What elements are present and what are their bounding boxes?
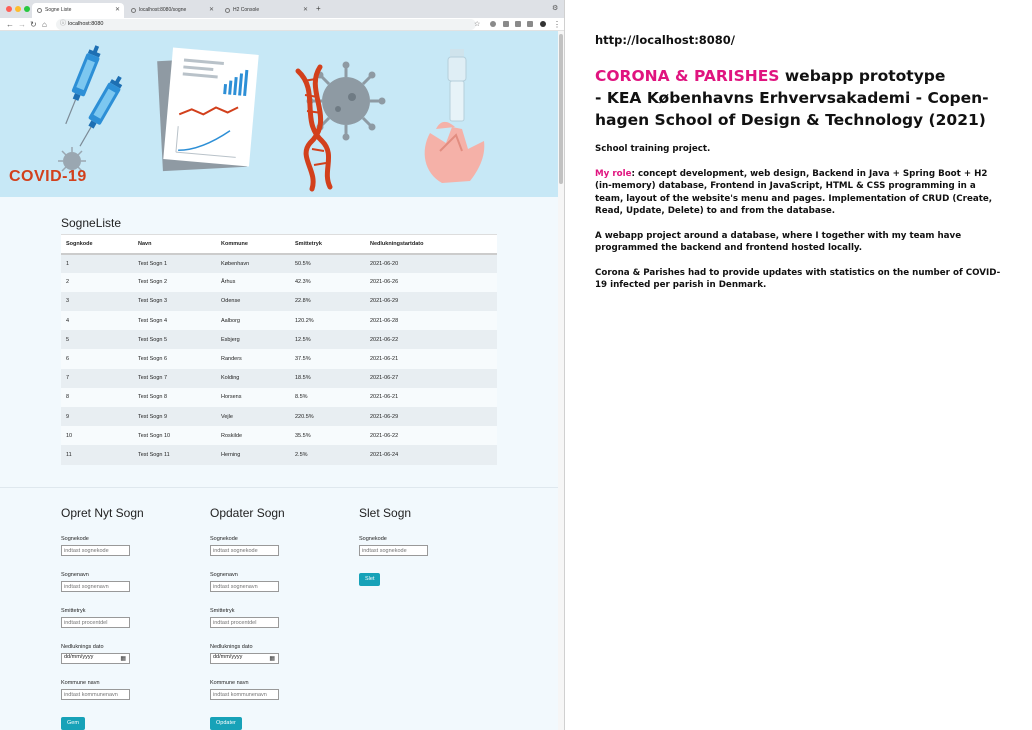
update-date-input[interactable] xyxy=(210,653,279,664)
extension-icon[interactable] xyxy=(490,21,496,27)
reload-icon[interactable]: ↻ xyxy=(30,20,37,29)
create-sognekode-input[interactable] xyxy=(61,545,130,556)
date-value: dd/mm/yyyy xyxy=(64,654,94,660)
opdater-button[interactable]: Opdater xyxy=(210,717,242,730)
table-cell: 2021-06-27 xyxy=(365,369,497,388)
update-kommune-input[interactable] xyxy=(210,689,279,700)
slet-button[interactable]: Slet xyxy=(359,573,380,586)
table-cell: Test Sogn 3 xyxy=(133,292,216,311)
field-label: Sognekode xyxy=(210,536,238,542)
description-paragraph: School training project. xyxy=(595,144,711,154)
role-text: : concept development, web design, Backend in Java + Spring Boot + H2 (in-memory) database, Frontend in JavaScript, HTML & CSS programming in a team, layout of the website's menu and pages. Implementation of CRUD (Create, Read, Update, Delete) to and from the database. xyxy=(595,168,993,216)
puzzle-icon[interactable] xyxy=(527,21,533,27)
update-sognenavn-input[interactable] xyxy=(210,581,279,592)
globe-icon xyxy=(131,8,136,13)
table-cell: 1 xyxy=(61,254,133,273)
table-cell: 2021-06-28 xyxy=(365,311,497,330)
create-form-title: Opret Nyt Sogn xyxy=(61,506,144,520)
table-cell: 5 xyxy=(61,330,133,349)
table-cell: Test Sogn 2 xyxy=(133,273,216,292)
table-cell: 35.5% xyxy=(290,426,365,445)
field-label: Nedluknings dato xyxy=(210,644,253,650)
table-row xyxy=(61,426,497,445)
table-cell: 2021-06-29 xyxy=(365,407,497,426)
table-cell: 12.5% xyxy=(290,330,365,349)
headline-text: webapp prototype xyxy=(779,67,946,85)
update-sognekode-input[interactable] xyxy=(210,545,279,556)
tab-sogne-liste[interactable] xyxy=(32,3,124,18)
dna-icon xyxy=(298,67,330,189)
table-cell: Vejle xyxy=(216,407,290,426)
bookmark-star-icon[interactable]: ☆ xyxy=(474,21,481,28)
field-label: Sognenavn xyxy=(210,572,238,578)
headline-text: hagen School of Design & Technology (2021) xyxy=(595,111,986,129)
report-document-icon xyxy=(157,47,259,171)
field-label: Kommune navn xyxy=(210,680,249,686)
column-header: Kommune xyxy=(216,235,290,254)
table-row xyxy=(61,292,497,311)
table-header-row xyxy=(61,235,497,254)
description-paragraph: A webapp project around a database, where I together with my team have programmed the backend and frontend hosted locally. xyxy=(595,230,962,253)
field-label: Sognenavn xyxy=(61,572,89,578)
table-cell: 3 xyxy=(61,292,133,311)
globe-icon xyxy=(37,8,42,13)
date-value: dd/mm/yyyy xyxy=(213,654,243,660)
gem-button[interactable]: Gem xyxy=(61,717,85,730)
headline-highlight: CORONA & PARISHES xyxy=(595,67,780,85)
forward-icon[interactable]: → xyxy=(18,20,26,29)
table-cell: Aalborg xyxy=(216,311,290,330)
field-label: Nedluknings dato xyxy=(61,644,104,650)
table-row xyxy=(61,330,497,349)
close-window-icon[interactable] xyxy=(6,6,12,12)
profile-avatar-icon[interactable] xyxy=(540,21,546,27)
table-cell: 2021-06-21 xyxy=(365,349,497,368)
table-cell: 18.5% xyxy=(290,369,365,388)
table-cell: 10 xyxy=(61,426,133,445)
table-row xyxy=(61,445,497,464)
table-row xyxy=(61,273,497,292)
scrollbar-thumb[interactable] xyxy=(559,34,563,184)
close-tab-icon[interactable]: ✕ xyxy=(302,7,308,13)
table-row xyxy=(61,254,497,273)
table-cell: Test Sogn 7 xyxy=(133,369,216,388)
table-cell: 6 xyxy=(61,349,133,368)
headline-text: - KEA Københavns Erhvervsakademi - Copen- xyxy=(595,89,989,107)
page-scrollbar[interactable] xyxy=(558,31,565,730)
download-icon[interactable] xyxy=(503,21,509,27)
kebab-menu-icon[interactable]: ⋮ xyxy=(553,20,561,29)
field-label: Kommune navn xyxy=(61,680,100,686)
sogne-table-body xyxy=(61,254,497,465)
back-icon[interactable]: ← xyxy=(6,20,14,29)
table-cell: 11 xyxy=(61,445,133,464)
table-row xyxy=(61,369,497,388)
table-cell: 2021-06-22 xyxy=(365,426,497,445)
browser-toolbar xyxy=(0,18,565,31)
table-cell: 220.5% xyxy=(290,407,365,426)
field-label: Sognekode xyxy=(359,536,387,542)
minimize-window-icon[interactable] xyxy=(15,6,21,12)
table-cell: Test Sogn 9 xyxy=(133,407,216,426)
table-cell: Herning xyxy=(216,445,290,464)
close-tab-icon[interactable]: ✕ xyxy=(208,7,214,13)
table-cell: 37.5% xyxy=(290,349,365,368)
table-cell: Esbjerg xyxy=(216,330,290,349)
table-cell: Test Sogn 5 xyxy=(133,330,216,349)
table-cell: 120.2% xyxy=(290,311,365,330)
extension-icon[interactable] xyxy=(515,21,521,27)
sogne-table xyxy=(61,234,497,465)
table-cell: Test Sogn 4 xyxy=(133,311,216,330)
column-header: Nedlukningstartdato xyxy=(365,235,497,254)
create-sogn-form xyxy=(61,506,201,730)
delete-sogn-form xyxy=(359,506,499,586)
table-cell: København xyxy=(216,254,290,273)
field-label: Smittetryk xyxy=(61,608,86,614)
column-header: Sognkode xyxy=(61,235,133,254)
table-cell: 9 xyxy=(61,407,133,426)
close-tab-icon[interactable]: ✕ xyxy=(114,7,120,13)
table-cell: 2 xyxy=(61,273,133,292)
column-header: Navn xyxy=(133,235,216,254)
table-cell: 2021-06-29 xyxy=(365,292,497,311)
table-cell: 2021-06-24 xyxy=(365,445,497,464)
column-header: Smittetryk xyxy=(290,235,365,254)
table-cell: 4 xyxy=(61,311,133,330)
table-cell: Test Sogn 6 xyxy=(133,349,216,368)
table-cell: 2021-06-22 xyxy=(365,330,497,349)
table-cell: 22.8% xyxy=(290,292,365,311)
maximize-window-icon[interactable] xyxy=(24,6,30,12)
table-row xyxy=(61,311,497,330)
table-cell: 2.5% xyxy=(290,445,365,464)
delete-form-title: Slet Sogn xyxy=(359,506,412,520)
table-cell: Test Sogn 11 xyxy=(133,445,216,464)
address-bar-url: localhost:8080 xyxy=(68,21,104,27)
table-cell: Århus xyxy=(216,273,290,292)
tab-label: Sogne Liste xyxy=(45,7,72,13)
calendar-icon[interactable]: ▦ xyxy=(120,656,126,662)
create-date-input[interactable] xyxy=(61,653,130,664)
table-cell: 8.5% xyxy=(290,388,365,407)
table-row xyxy=(61,349,497,368)
tab-localhost-sogne[interactable] xyxy=(126,3,218,18)
create-sognenavn-input[interactable] xyxy=(61,581,130,592)
tab-label: H2 Console xyxy=(233,7,260,13)
role-paragraph xyxy=(595,168,1005,218)
hand-sanitizer-icon xyxy=(425,49,485,183)
table-row xyxy=(61,388,497,407)
table-cell: 2021-06-26 xyxy=(365,273,497,292)
hero-banner xyxy=(0,31,558,197)
calendar-icon[interactable]: ▦ xyxy=(269,656,275,662)
update-sogn-form xyxy=(210,506,350,730)
field-label: Smittetryk xyxy=(210,608,235,614)
table-cell: Test Sogn 8 xyxy=(133,388,216,407)
covid-label: COVID-19 xyxy=(9,168,87,185)
table-cell: Horsens xyxy=(216,388,290,407)
globe-icon xyxy=(225,8,230,13)
table-cell: Test Sogn 1 xyxy=(133,254,216,273)
update-smittetryk-input[interactable] xyxy=(210,617,279,628)
create-smittetryk-input[interactable] xyxy=(61,617,130,628)
address-bar[interactable] xyxy=(56,19,476,30)
table-cell: Randers xyxy=(216,349,290,368)
tab-label: localhost:8080/sogne xyxy=(139,7,187,13)
project-url: http://localhost:8080/ xyxy=(595,33,736,47)
chrome-menu-icon[interactable]: ⚙ xyxy=(552,5,559,12)
field-label: Sognekode xyxy=(61,536,89,542)
table-cell: 2021-06-20 xyxy=(365,254,497,273)
description-paragraph: Corona & Parishes had to provide updates with statistics on the number of COVID-19 infected per parish in Denmark. xyxy=(595,267,1001,290)
page-viewport xyxy=(0,31,558,730)
table-cell: Test Sogn 10 xyxy=(133,426,216,445)
info-icon[interactable]: ⓘ xyxy=(60,21,67,27)
table-cell: 50.5% xyxy=(290,254,365,273)
project-description xyxy=(595,33,1005,292)
home-icon[interactable]: ⌂ xyxy=(42,20,47,29)
table-cell: Kolding xyxy=(216,369,290,388)
delete-sognekode-input[interactable] xyxy=(359,545,428,556)
tab-h2-console[interactable] xyxy=(220,3,312,18)
role-label: My role xyxy=(595,168,632,179)
create-kommune-input[interactable] xyxy=(61,689,130,700)
table-cell: 7 xyxy=(61,369,133,388)
section-divider xyxy=(0,487,558,488)
tab-strip xyxy=(0,0,565,18)
table-cell: 2021-06-21 xyxy=(365,388,497,407)
table-cell: 8 xyxy=(61,388,133,407)
table-cell: Roskilde xyxy=(216,426,290,445)
new-tab-icon[interactable]: + xyxy=(316,4,321,13)
table-cell: Odense xyxy=(216,292,290,311)
update-form-title: Opdater Sogn xyxy=(210,506,285,520)
table-cell: 42.3% xyxy=(290,273,365,292)
project-headline xyxy=(595,65,1005,131)
table-row xyxy=(61,407,497,426)
sogne-list-title: SogneListe xyxy=(61,216,122,230)
